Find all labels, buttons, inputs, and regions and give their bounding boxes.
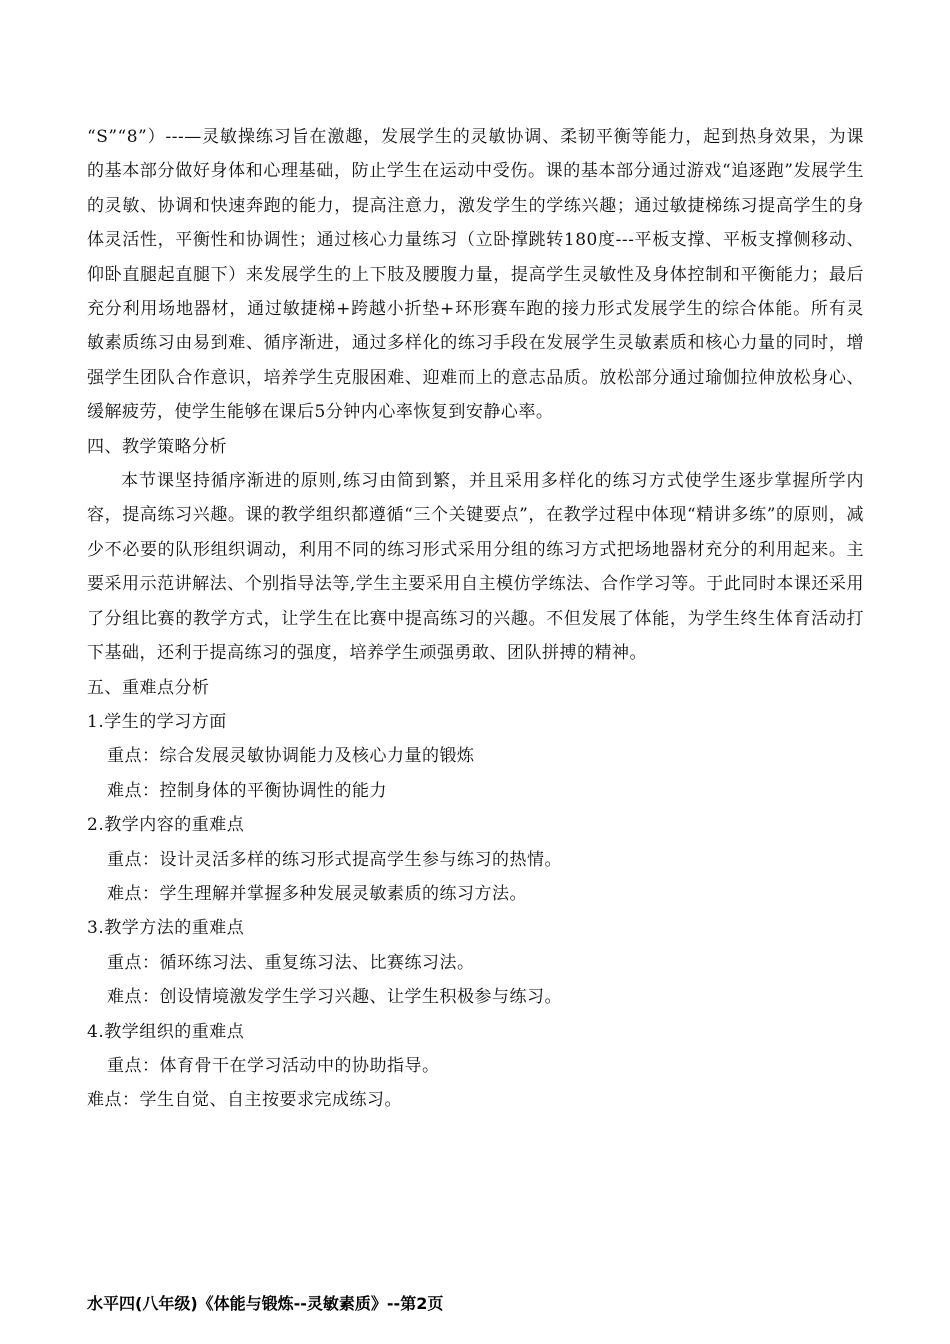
paragraph-teaching-strategy: 本节课坚持循序渐进的原则,练习由简到繁，并且采用多样化的练习方式使学生逐步掌握所学内容，提高练习兴趣。课的教学组织都遵循“三个关键要点”，在教学过程中体现“精讲多练”的原则，减少不必要的队形组织调动，利用不同的练习形式采用分组的练习方式把场地器材充分的利用起来。主要采用示范讲解法、个别指导法等,学生主要采用自主模仿学练法、合作学习等。于此同时本课还采用了分组比赛的教学方式，让学生在比赛中提高练习的兴趣。不但发展了体能，为学生终生体育活动打下基础，还利于提高练习的强度，培养学生顽强勇敢、团队拼搏的精神。 bbox=[87, 471, 864, 664]
key-point: 重点：体育骨干在学习活动中的协助指导。 bbox=[107, 1055, 440, 1076]
difficult-point: 难点：控制身体的平衡协调性的能力 bbox=[107, 780, 387, 801]
difficult-point: 难点：学生理解并掌握多种发展灵敏素质的练习方法。 bbox=[107, 883, 527, 904]
difficult-point: 难点：创设情境激发学生学习兴趣、让学生积极参与练习。 bbox=[107, 987, 562, 1008]
section-title: 4.教学组织的重难点 bbox=[87, 1021, 245, 1042]
paragraph-lesson-design: “S”“8”）---—灵敏操练习旨在激趣，发展学生的灵敏协调、柔韧平衡等能力，起到热身效果，为课的基本部分做好身体和心理基础，防止学生在运动中受伤。课的基本部分通过游戏“追逐跑”发展学生的灵敏、协调和快速奔跑的能力，提高注意力，激发学生的学练兴趣；通过敏捷梯练习提高学生的身体灵活性，平衡性和协调性；通过核心力量练习（立卧撑跳转180度---平板支撑、平板支撑侧移动、仰卧直腿起直腿下）来发展学生的上下肢及腰腹力量，提高学生灵敏性及身体控制和平衡能力；最后充分利用场地器材，通过敏捷梯+跨越小折垫+环形赛车跑的接力形式发展学生的综合体能。所有灵敏素质练习由易到难、循序渐进，通过多样化的练习手段在发展学生灵敏素质和核心力量的同时，增强学生团队合作意识，培养学生克服困难、迎难而上的意志品质。放松部分通过瑜伽拉伸放松身心、缓解疲劳，使学生能够在课后5分钟内心率恢复到安静心率。 bbox=[87, 127, 864, 423]
key-point: 重点：循环练习法、重复练习法、比赛练习法。 bbox=[107, 952, 475, 973]
page-footer: 水平四(八年级)《体能与锻炼--灵敏素质》--第2页 bbox=[87, 1294, 444, 1313]
difficult-point: 难点：学生自觉、自主按要求完成练习。 bbox=[87, 1090, 402, 1111]
heading-key-difficulties: 五、重难点分析 bbox=[87, 677, 210, 698]
section-title: 1.学生的学习方面 bbox=[87, 711, 227, 732]
key-point: 重点：综合发展灵敏协调能力及核心力量的锻炼 bbox=[107, 746, 475, 767]
section-title: 3.教学方法的重难点 bbox=[87, 918, 245, 939]
document-body bbox=[87, 120, 864, 1118]
heading-teaching-strategy: 四、教学策略分析 bbox=[87, 436, 227, 457]
section-title: 2.教学内容的重难点 bbox=[87, 815, 245, 836]
key-point: 重点：设计灵活多样的练习形式提高学生参与练习的热情。 bbox=[107, 849, 562, 870]
